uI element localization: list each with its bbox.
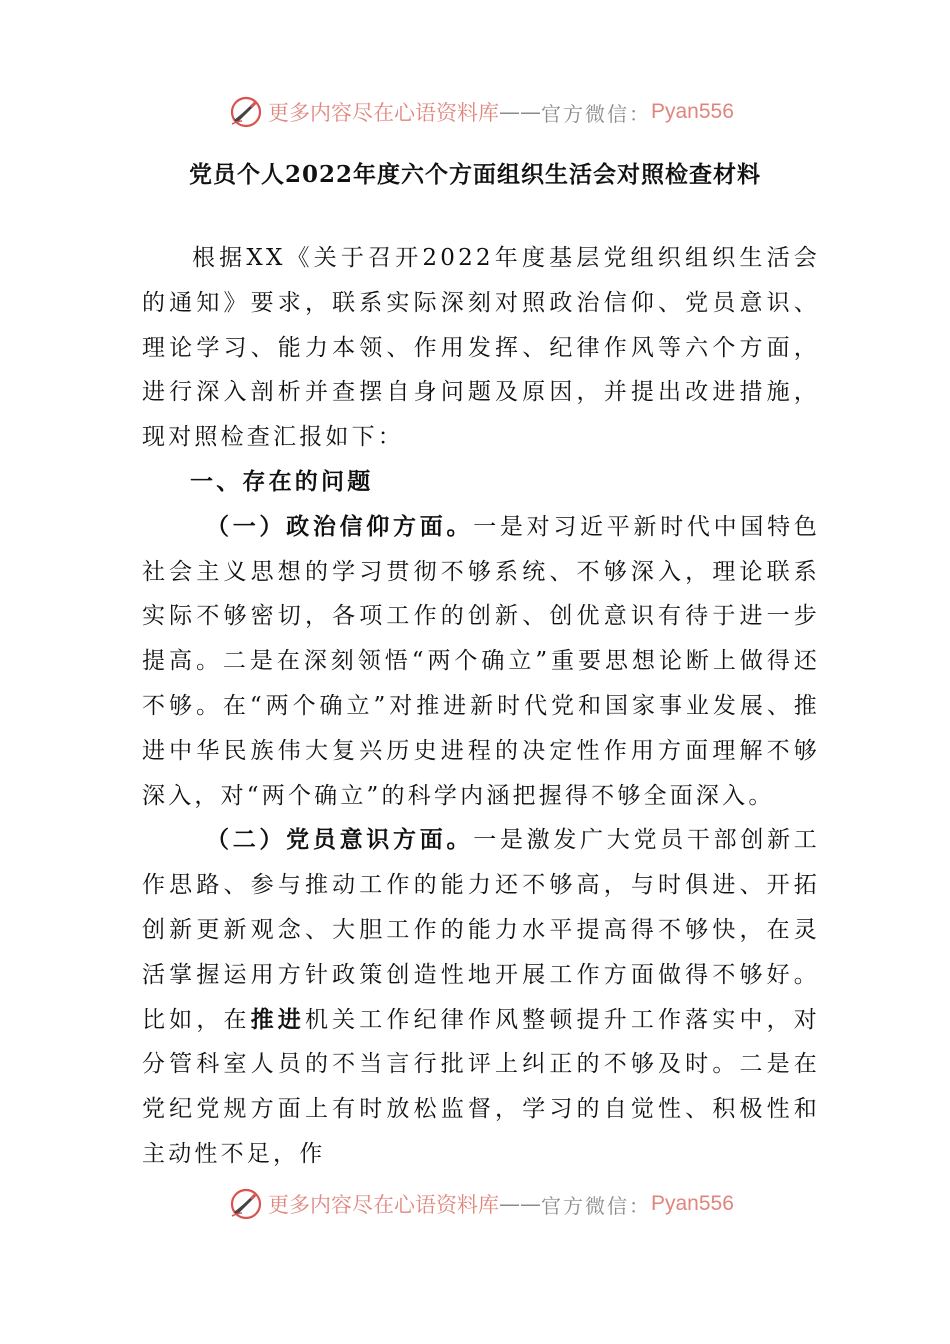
banner-wechat-id: Pyan556 xyxy=(651,1192,734,1215)
pen-logo-icon xyxy=(228,1186,264,1222)
banner-official-label: 官方微信： xyxy=(541,1193,651,1218)
item-label-political-belief: （一）政治信仰方面。 xyxy=(206,512,474,540)
item-text-party-awareness-a: 一是激发广大党员干部创新工作思路、参与推动工作的能力还不够高，与时俱进、开拓创新更新观念、大胆工作的能力水平提高得不够快，在灵活掌握运用方针政策创造性地开展工作方面做得不够好。比如，在 xyxy=(142,827,821,1033)
header-banner xyxy=(228,92,734,132)
banner-official-label: 官方微信： xyxy=(541,101,651,126)
footer-banner xyxy=(228,1184,734,1224)
section-heading-problems: 一、存在的问题 xyxy=(190,467,374,495)
pen-logo-icon xyxy=(228,94,264,130)
item-text-party-awareness-b: 机关工作纪律作风整顿提升工作落实中，对分管科室人员的不当言行批评上纠正的不够及时。二是在党纪党规方面上有时放松监督，学习的自觉性、积极性和主动性不足，作 xyxy=(142,1006,820,1167)
banner-wechat-id: Pyan556 xyxy=(651,100,734,123)
banner-dash: —— xyxy=(499,100,541,124)
intro-paragraph: 根据XX《关于召开2022年度基层党组织组织生活会的通知》要求，联系实际深刻对照政治信仰、党员意识、理论学习、能力本领、作用发挥、纪律作风等六个方面，进行深入剖析并查摆自身问题及原因，并提出改进措施，现对照检查汇报如下： xyxy=(142,245,820,451)
banner-brand-text: 更多内容尽在心语资料库 xyxy=(268,1193,499,1217)
banner-dash: —— xyxy=(499,1192,541,1216)
document-title: 党员个人2022年度六个方面组织生活会对照检查材料 xyxy=(188,161,761,188)
document-body xyxy=(142,236,820,1177)
item-label-party-awareness: （二）党员意识方面。 xyxy=(206,826,474,854)
item-text-political-belief: 一是对习近平新时代中国特色社会主义思想的学习贯彻不够系统、不够深入，理论联系实际不够密切，各项工作的创新、创优意识有待于进一步提高。二是在深刻领悟“两个确立”重要思想论断上做得还不够。在“两个确立”对推进新时代党和国家事业发展、推进中华民族伟大复兴历史进程的决定性作用方面理解不够深入，对“两个确立”的科学内涵把握得不够全面深入。 xyxy=(142,513,821,809)
banner-brand-text: 更多内容尽在心语资料库 xyxy=(268,101,499,125)
paragraph-party-awareness xyxy=(142,818,820,1176)
paragraph-political-belief xyxy=(142,505,820,819)
item-bold-word: 推进 xyxy=(250,1005,305,1033)
